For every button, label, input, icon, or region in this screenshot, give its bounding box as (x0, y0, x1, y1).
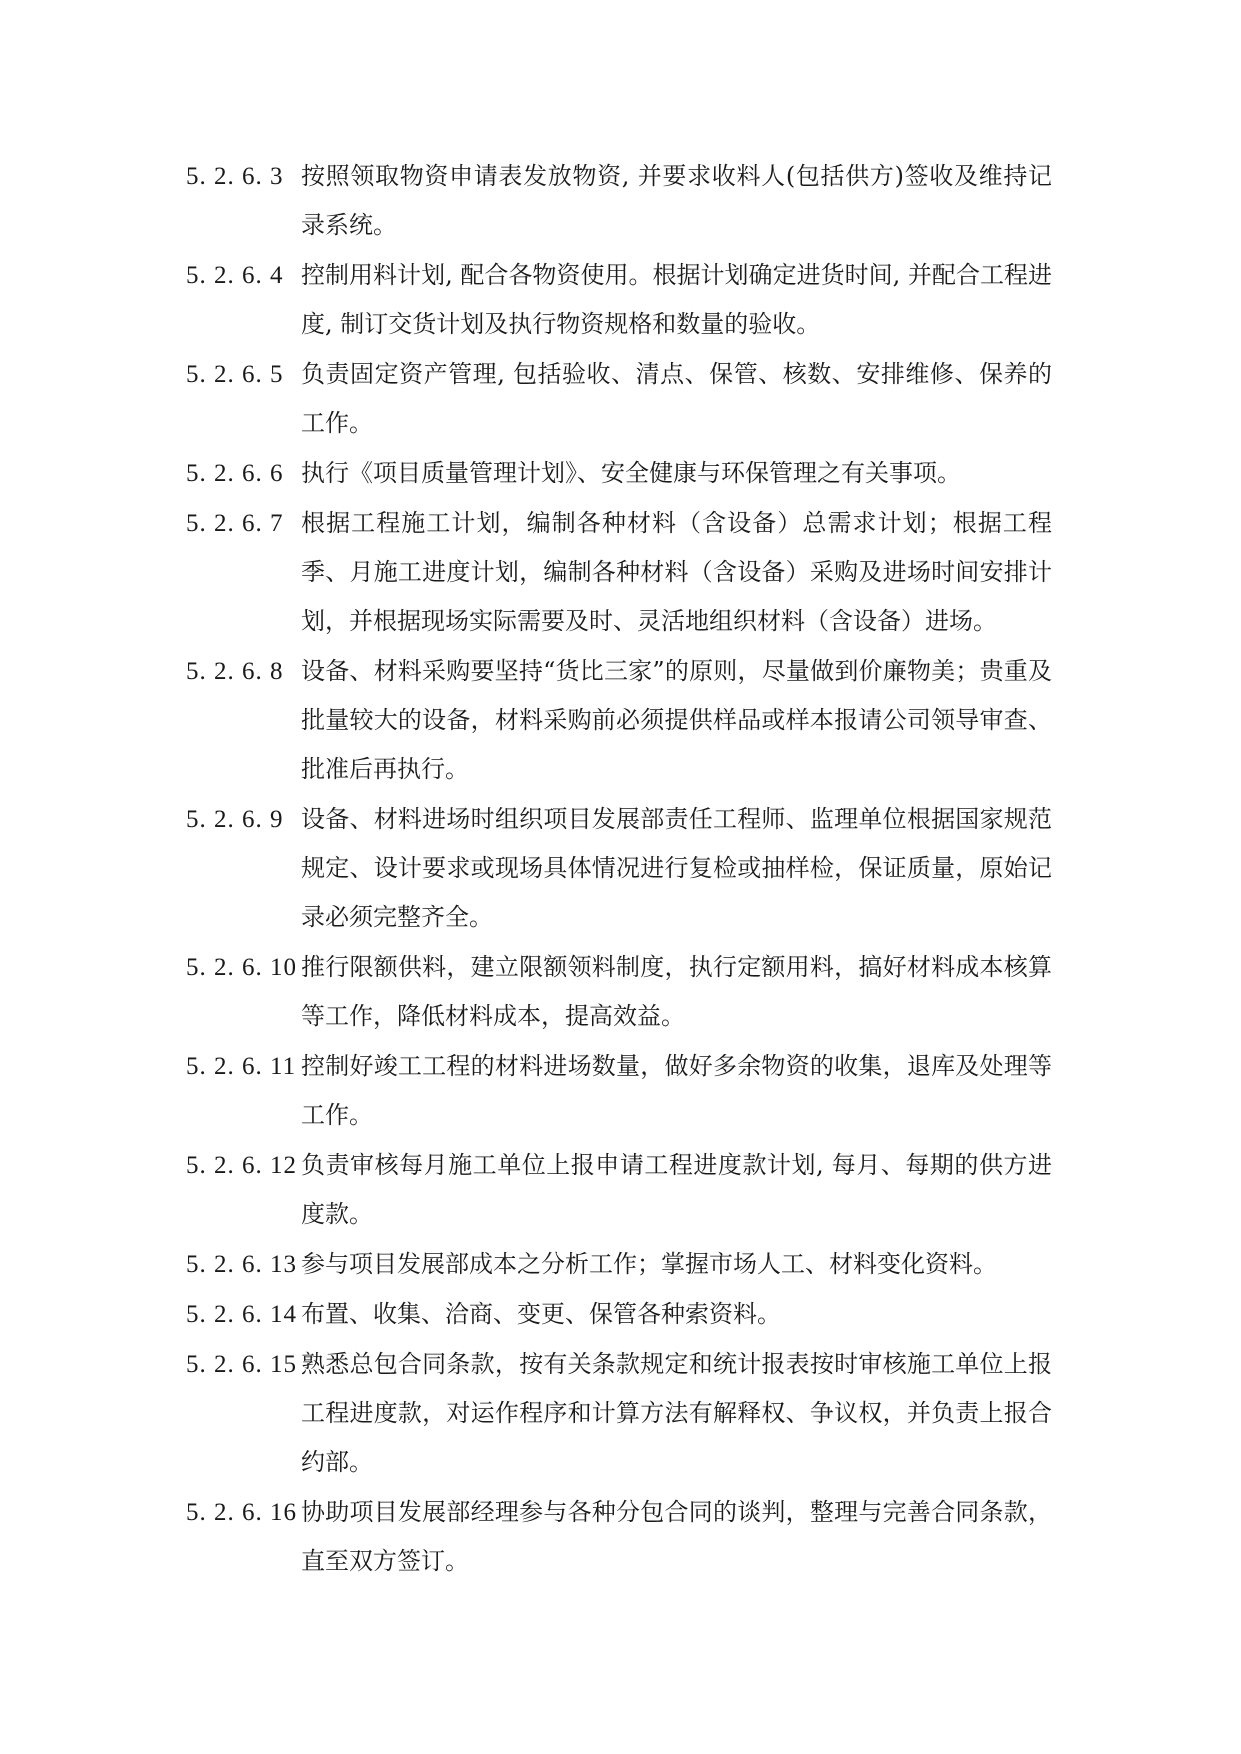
clause-text: 设备、材料进场时组织项目发展部责任工程师、监理单位根据国家规范规定、设计要求或现场具体情况进行复检或抽样检，保证质量，原始记录必须完整齐全。 (301, 805, 1052, 931)
clause-item (186, 152, 1052, 250)
clause-item (186, 499, 1052, 646)
clause-number: 5. 2. 6. 15 (186, 1351, 297, 1378)
clause-text: 设备、材料采购要坚持“货比三家”的原则，尽量做到价廉物美；贵重及批量较大的设备，材料采购前必须提供样品或样本报请公司领导审查、批准后再执行。 (301, 657, 1052, 783)
clause-number: 5. 2. 6. 13 (186, 1251, 297, 1278)
clause-text: 负责审核每月施工单位上报申请工程进度款计划, 每月、每期的供方进度款。 (301, 1151, 1052, 1228)
clause-list (186, 152, 1052, 1587)
clause-item (186, 350, 1052, 448)
clause-item (186, 1141, 1052, 1239)
clause-item (186, 647, 1052, 794)
clause-number: 5. 2. 6. 8 (186, 658, 284, 685)
clause-text: 按照领取物资申请表发放物资, 并要求收料人(包括供方)签收及维持记录系统。 (301, 162, 1052, 239)
clause-item (186, 795, 1052, 942)
clause-item (186, 251, 1052, 349)
clause-number: 5. 2. 6. 9 (186, 806, 284, 833)
clause-item (186, 943, 1052, 1041)
clause-item (186, 1240, 1052, 1289)
clause-number: 5. 2. 6. 12 (186, 1152, 297, 1179)
clause-text: 布置、收集、洽商、变更、保管各种索资料。 (301, 1300, 781, 1328)
clause-item (186, 1340, 1052, 1487)
clause-item (186, 1290, 1052, 1339)
clause-item (186, 449, 1052, 498)
clause-number: 5. 2. 6. 6 (186, 460, 284, 487)
clause-number: 5. 2. 6. 14 (186, 1301, 297, 1328)
clause-item (186, 1488, 1052, 1586)
clause-number: 5. 2. 6. 16 (186, 1499, 297, 1526)
clause-text: 推行限额供料，建立限额领料制度，执行定额用料，搞好材料成本核算等工作，降低材料成本，提高效益。 (301, 953, 1052, 1030)
clause-number: 5. 2. 6. 7 (186, 510, 284, 537)
clause-text: 熟悉总包合同条款，按有关条款规定和统计报表按时审核施工单位上报工程进度款，对运作程序和计算方法有解释权、争议权，并负责上报合约部。 (301, 1350, 1052, 1476)
clause-text: 根据工程施工计划，编制各种材料（含设备）总需求计划；根据工程季、月施工进度计划，编制各种材料（含设备）采购及进场时间安排计划，并根据现场实际需要及时、灵活地组织材料（含设备）进场。 (301, 509, 1052, 635)
clause-number: 5. 2. 6. 11 (186, 1053, 297, 1080)
clause-text: 负责固定资产管理, 包括验收、清点、保管、核数、安排维修、保养的工作。 (301, 360, 1052, 437)
clause-number: 5. 2. 6. 3 (186, 163, 284, 190)
clause-item (186, 1042, 1052, 1140)
clause-text: 控制好竣工工程的材料进场数量，做好多余物资的收集，退库及处理等工作。 (301, 1052, 1052, 1129)
clause-number: 5. 2. 6. 10 (186, 954, 297, 981)
clause-number: 5. 2. 6. 5 (186, 361, 284, 388)
clause-text: 执行《项目质量管理计划》、安全健康与环保管理之有关事项。 (301, 459, 961, 487)
clause-text: 参与项目发展部成本之分析工作；掌握市场人工、材料变化资料。 (301, 1250, 997, 1278)
clause-text: 控制用料计划, 配合各物资使用。根据计划确定进货时间, 并配合工程进度, 制订交货计划及执行物资规格和数量的验收。 (301, 261, 1052, 338)
clause-text: 协助项目发展部经理参与各种分包合同的谈判，整理与完善合同条款，直至双方签订。 (301, 1498, 1052, 1575)
clause-number: 5. 2. 6. 4 (186, 262, 284, 289)
